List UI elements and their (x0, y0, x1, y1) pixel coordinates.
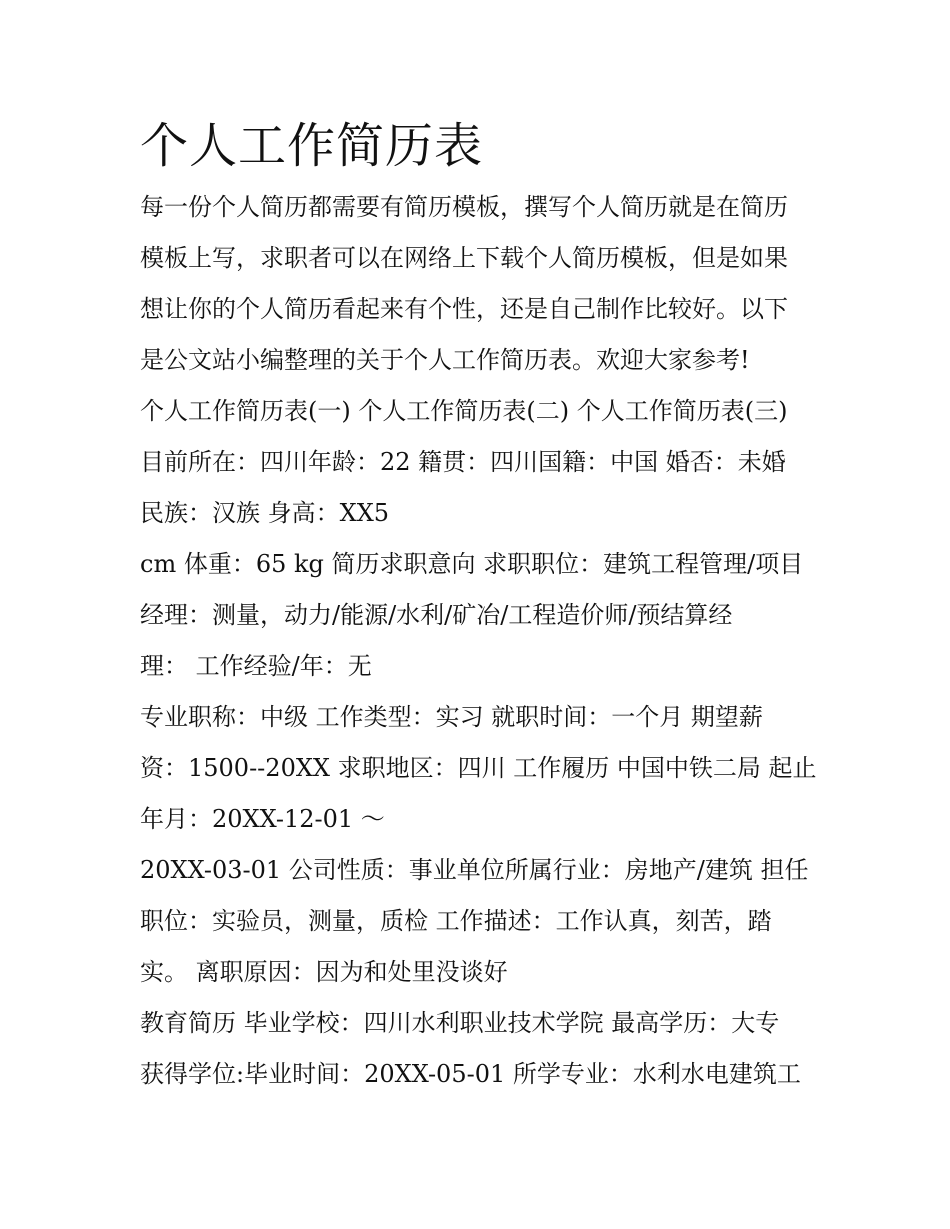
text-line: 个人工作简历表(一) 个人工作简历表(二) 个人工作简历表(三) (140, 397, 788, 425)
document-text (140, 182, 820, 1100)
document-body (140, 112, 820, 1100)
text-line: 是公文站小编整理的关于个人工作简历表。欢迎大家参考! (140, 346, 750, 374)
text-line: 年月：20XX-12-01 ～ (140, 805, 385, 833)
text-line: 实。 离职原因：因为和处里没谈好 (140, 958, 508, 986)
text-line: 20XX-03-01 公司性质：事业单位所属行业：房地产/建筑 担任 (140, 856, 809, 884)
text-line: 模板上写，求职者可以在网络上下载个人简历模板，但是如果 (140, 244, 788, 272)
text-line: 专业职称：中级 工作类型：实习 就职时间：一个月 期望薪 (140, 703, 763, 731)
text-line: 想让你的个人简历看起来有个性，还是自己制作比较好。以下 (140, 295, 788, 323)
text-line: 职位：实验员，测量，质检 工作描述：工作认真，刻苦，踏 (140, 907, 772, 935)
text-line: 目前所在：四川年龄：22 籍贯：四川国籍：中国 婚否：未婚 (140, 448, 786, 476)
text-line: 每一份个人简历都需要有简历模板，撰写个人简历就是在简历 (140, 193, 788, 221)
text-line: cm 体重：65 kg 简历求职意向 求职职位：建筑工程管理/项目 (140, 550, 804, 578)
text-line: 民族：汉族 身高：XX5 (140, 499, 390, 527)
text-line: 教育简历 毕业学校：四川水利职业技术学院 最高学历：大专 (140, 1009, 780, 1037)
text-line: 获得学位:毕业时间：20XX-05-01 所学专业：水利水电建筑工 (140, 1060, 801, 1088)
document-title: 个人工作简历表 (140, 118, 484, 174)
text-line: 理： 工作经验/年：无 (140, 652, 372, 680)
text-line: 经理：测量，动力/能源/水利/矿冶/工程造价师/预结算经 (140, 601, 733, 629)
text-line: 资：1500--20XX 求职地区：四川 工作履历 中国中铁二局 起止 (140, 754, 817, 782)
